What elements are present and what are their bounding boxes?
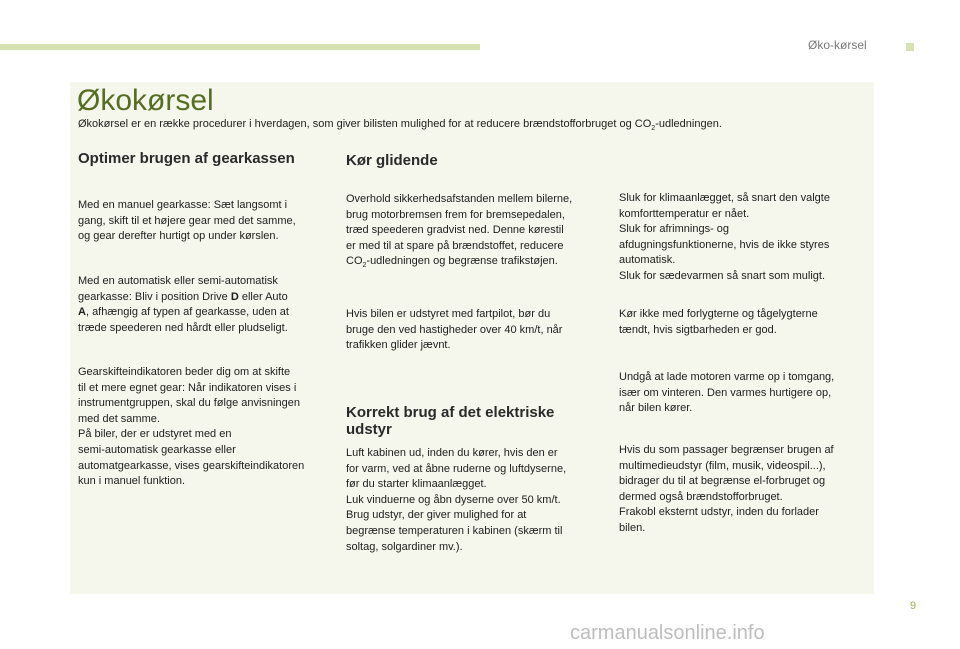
cabin-ventilation-paragraph: Luft kabinen ud, inden du kører, hvis den er for varm, ved at åbne ruderne og luftdyserne, før du starter klimaanlægget. Luk vinduerne og åbn dyserne over 50 km/t. Brug udstyr, der giver mulighed for at begrænse temperaturen i kabinen (skærm til soltag, solgardiner mv.). [346,447,567,553]
auto-letter-a: A [78,306,86,319]
smooth-driving-paragraph [346,192,572,274]
drive-letter-d: D [230,290,239,303]
gearbox-auto-text-2: eller Auto [241,290,288,303]
gearshift-indicator-paragraph: Gearskifteindikatoren beder dig om at skifte til et mere egnet gear: Når indikatoren vises i instrumentgruppen, skal du følge anvisningen med det samme. På biler, der er udstyret med en semi-automatisk gearkasse eller automatgearkasse, vises gearskifteindikatoren kun i manuel funktion. [78,366,305,488]
intro-text: Økokørsel er en række procedurer i hverdagen, som giver bilisten mulighed for at reducere brændstofforbruget og CO [78,118,652,130]
header-accent-bar [0,44,480,50]
running-head-marker [906,43,914,51]
gearbox-auto-text-3: , afhængig af typen af gearkasse, uden at træde speederen ned hårdt eller pludseligt. [78,306,289,334]
headlights-paragraph: Kør ikke med forlygterne og tågelygterne tændt, hvis sigtbarheden er god. [619,308,818,336]
heading-electrical-equipment: Korrekt brug af det elektriske udstyr [346,404,555,438]
multimedia-paragraph: Hvis du som passager begrænser brugen af multimedieudstyr (film, musik, videospil...), bidrager du til at begrænse el-forbruget og dermed også brændstofforbruget. Frakobl eksternt udstyr, inden du forlader bilen. [619,444,834,534]
heading-gearbox: Optimer brugen af gearkassen [78,150,295,167]
smooth-driving-text-end: -udledningen og begrænse trafikstøjen. [366,255,558,268]
page-title: Økokørsel [77,84,214,117]
gearbox-automatic-paragraph [78,274,289,336]
climate-control-paragraph: Sluk for klimaanlægget, så snart den valgte komforttemperatur er nået. Sluk for afrimnings- og afdugningsfunktionerne, hvis de ikke styres automatisk. Sluk for sædevarmen så snart som muligt. [619,192,830,282]
intro-text-end: -udledningen. [655,118,722,130]
heading-smooth-driving: Kør glidende [346,152,438,169]
column-smooth-driving [346,152,600,169]
idling-paragraph: Undgå at lade motoren varme op i tomgang, især om vinteren. Den varmes hurtigere op, når bilen kører. [619,371,835,415]
running-head: Øko-kørsel [808,38,867,52]
gearbox-auto-text: Med en automatisk eller semi-automatisk gearkasse: Bliv i position Drive [78,275,278,303]
gearbox-manual-paragraph: Med en manuel gearkasse: Sæt langsomt i gang, skift til et højere gear med det samme, og gear derefter hurtigt op under kørslen. [78,199,296,243]
column-gearbox [78,150,330,167]
co2-subscript: 2 [362,262,367,270]
cruise-control-paragraph: Hvis bilen er udstyret med fartpilot, bør du bruge den ved hastigheder over 40 km/t, når trafikken glider jævnt. [346,308,563,352]
watermark: carmanualsonline.info [570,622,765,644]
intro-subscript: 2 [651,125,656,133]
smooth-driving-text: Overhold sikkerhedsafstanden mellem bilerne, brug motorbremsen frem for bremsepedalen, træd speederen gradvist ned. Denne kørestil er med til at spare på brændstoffet, reducere CO [346,193,573,268]
intro-paragraph [78,118,722,132]
page-number: 9 [910,600,917,612]
